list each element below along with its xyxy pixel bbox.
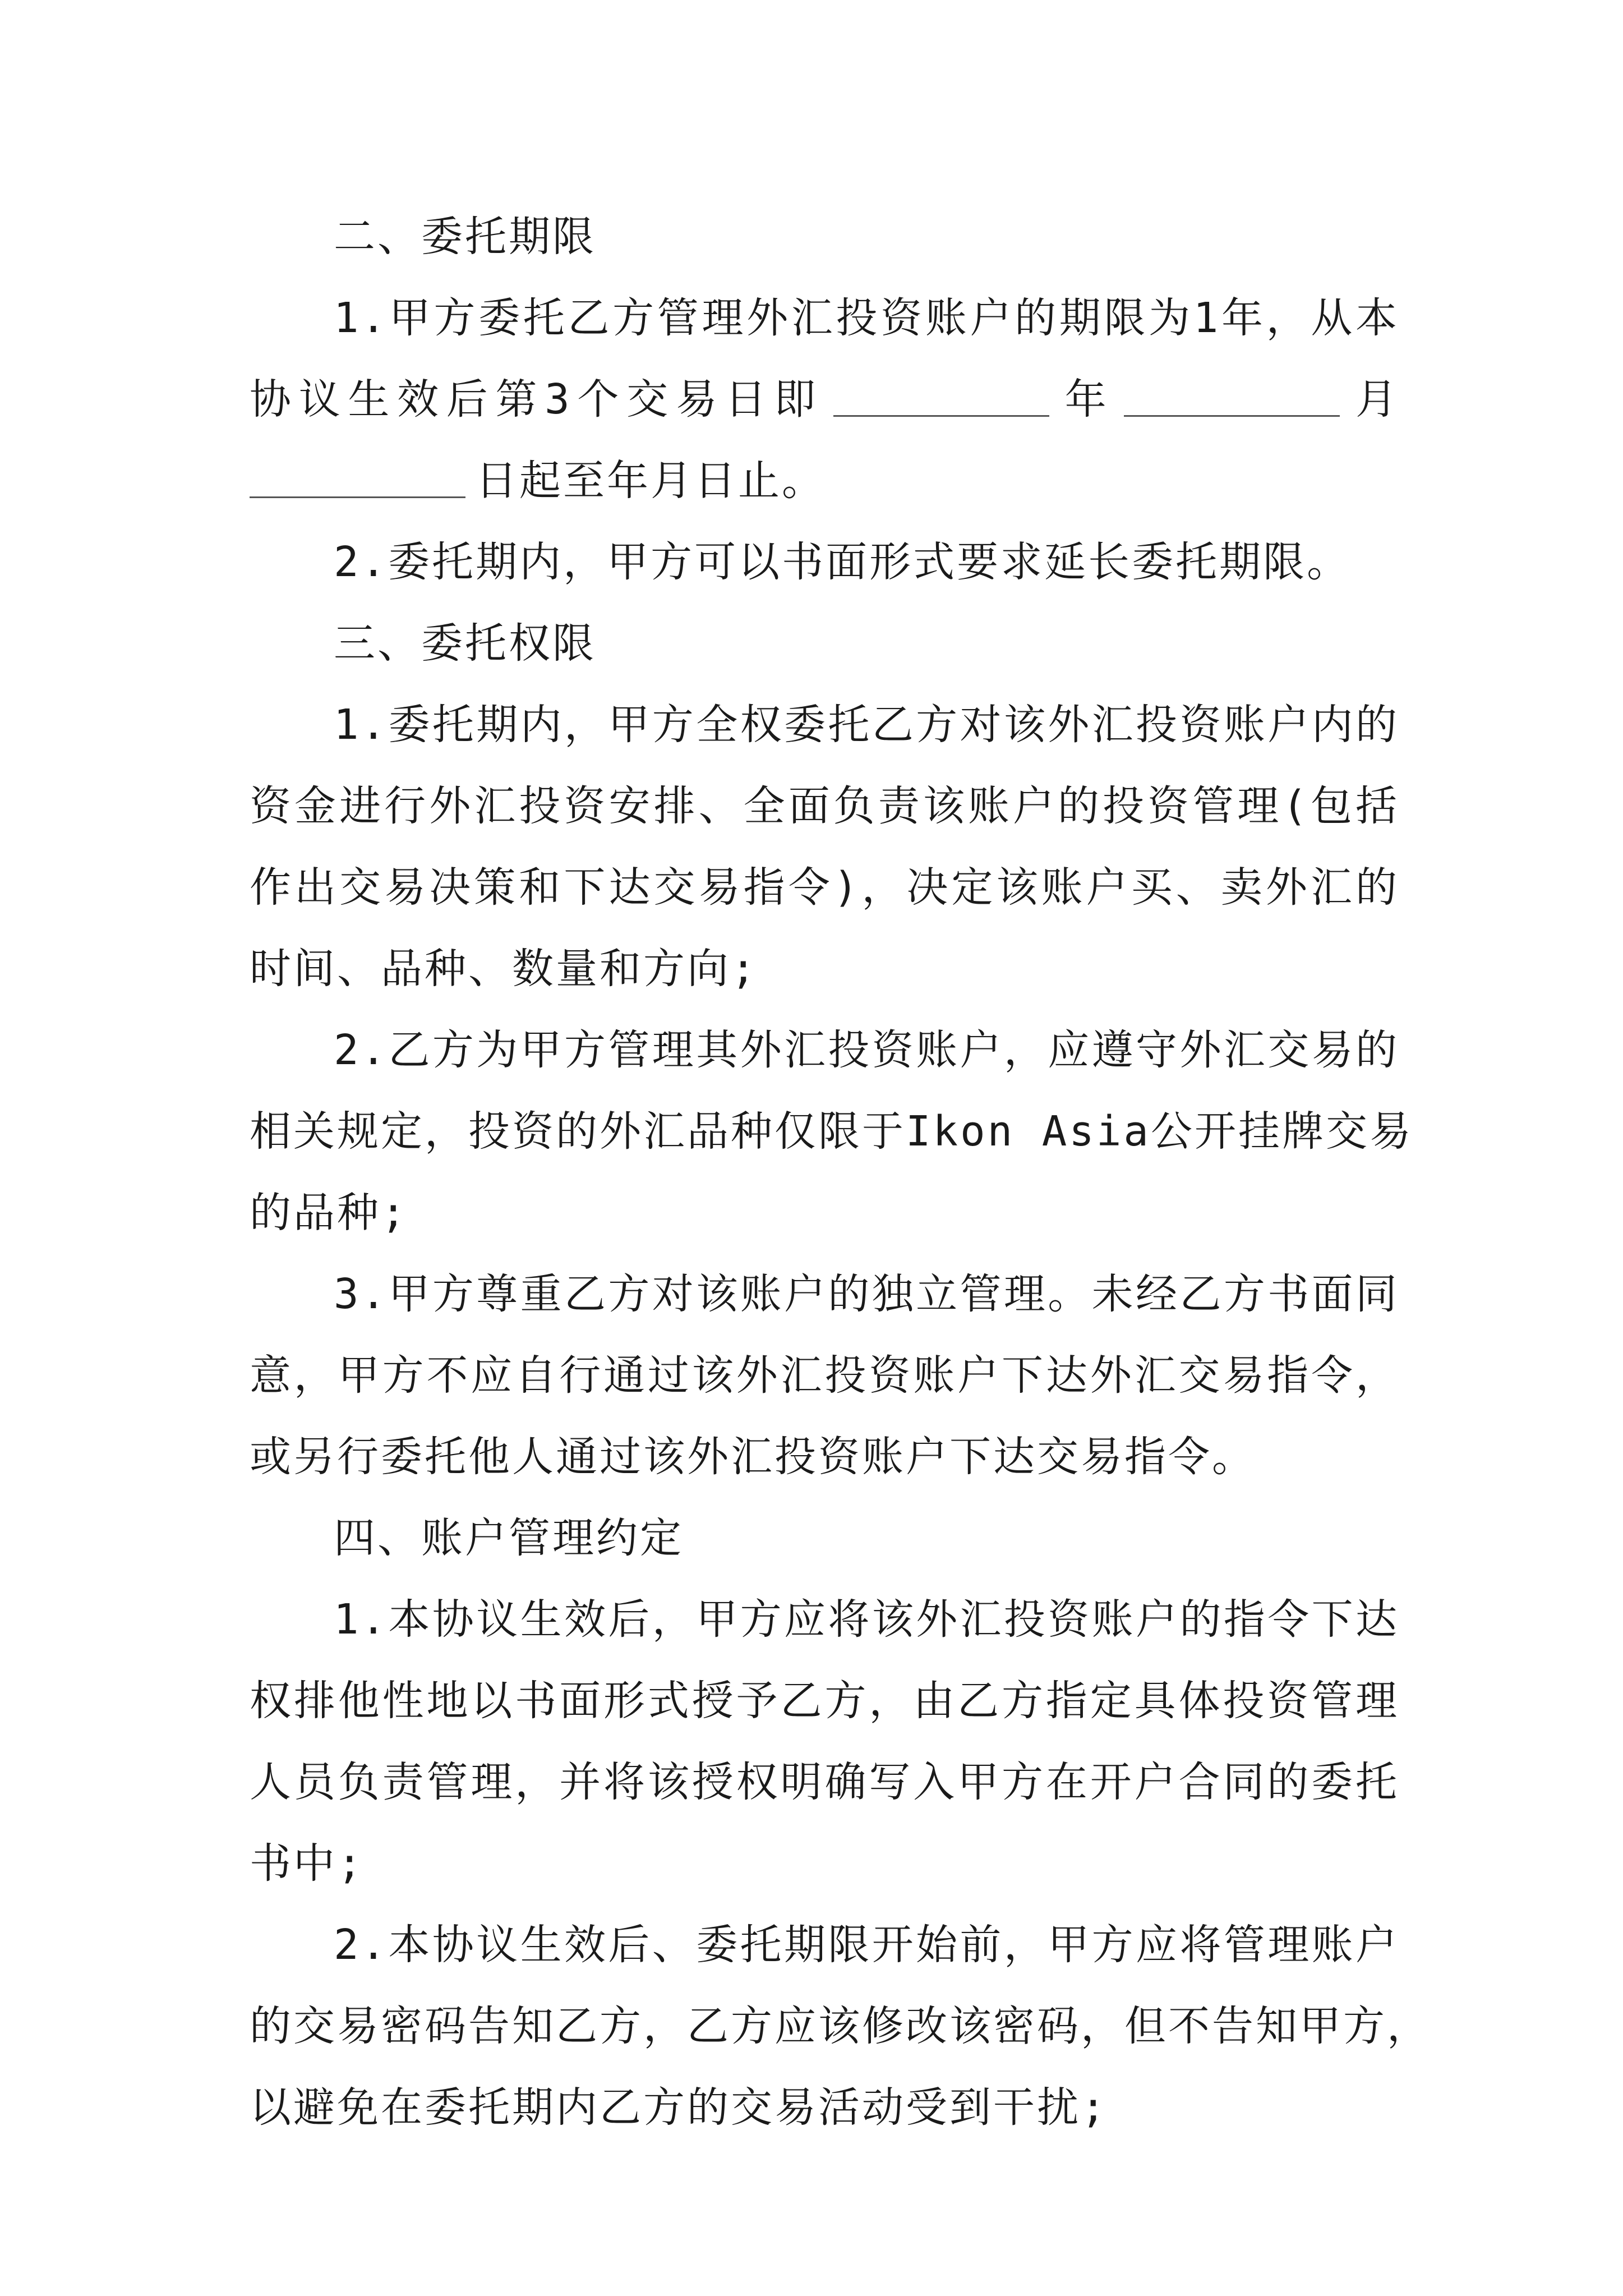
paragraph-line: 3.甲方尊重乙方对该账户的独立管理。未经乙方书面同 [334,1270,1399,1318]
section-heading-term: 二、委托期限 [334,213,596,261]
paragraph-line: 1.委托期内，甲方全权委托乙方对该外汇投资账户内的 [334,701,1399,749]
paragraph-line: 2.乙方为甲方管理其外汇投资账户，应遵守外汇交易的 [334,1026,1399,1074]
paragraph-line: 权排他性地以书面形式授予乙方，由乙方指定具体投资管理 [250,1677,1399,1725]
paragraph-line: 时间、品种、数量和方向; [250,945,758,993]
paragraph-line: 2.本协议生效后、委托期限开始前，甲方应将管理账户 [334,1921,1399,1969]
text-segment: 月 [1350,375,1400,424]
section-heading-account-management: 四、账户管理约定 [334,1514,684,1562]
paragraph-line: 相关规定，投资的外汇品种仅限于Ikon Asia公开挂牌交易 [250,1107,1413,1156]
paragraph-line-with-blanks [250,359,1399,440]
paragraph-line: 意，甲方不应自行通过该外汇投资账户下达外汇交易指令， [250,1351,1399,1400]
paragraph-line: 的品种; [250,1189,408,1237]
paragraph-line-with-blank [250,440,1399,522]
fill-in-blank-month[interactable] [1124,376,1340,417]
paragraph-line: 以避免在委托期内乙方的交易活动受到干扰; [250,2083,1108,2132]
paragraph-line: 1.甲方委托乙方管理外汇投资账户的期限为1年，从本 [334,294,1399,342]
text-segment: 协议生效后第3个交易日即 [250,375,823,424]
paragraph-line: 或另行委托他人通过该外汇投资账户下达交易指令。 [250,1433,1256,1481]
paragraph-line: 1.本协议生效后，甲方应将该外汇投资账户的指令下达 [334,1595,1399,1644]
paragraph-line: 资金进行外汇投资安排、全面负责该账户的投资管理(包括 [250,782,1399,830]
paragraph-line: 2.委托期内，甲方可以书面形式要求延长委托期限。 [334,538,1351,586]
paragraph-line: 作出交易决策和下达交易指令)，决定该账户买、卖外汇的 [250,863,1399,912]
paragraph-line: 人员负责管理，并将该授权明确写入甲方在开户合同的委托 [250,1758,1399,1806]
paragraph-line: 的交易密码告知乙方，乙方应该修改该密码，但不告知甲方， [250,2002,1431,2050]
text-segment: 年 [1059,375,1114,424]
document-body [250,196,1431,2148]
paragraph-line: 书中; [250,1839,365,1888]
fill-in-blank-year[interactable] [833,376,1049,417]
section-heading-authority: 三、委托权限 [334,619,596,668]
fill-in-blank-day[interactable] [250,457,465,498]
text-segment: 日起至年月日止。 [476,457,826,505]
